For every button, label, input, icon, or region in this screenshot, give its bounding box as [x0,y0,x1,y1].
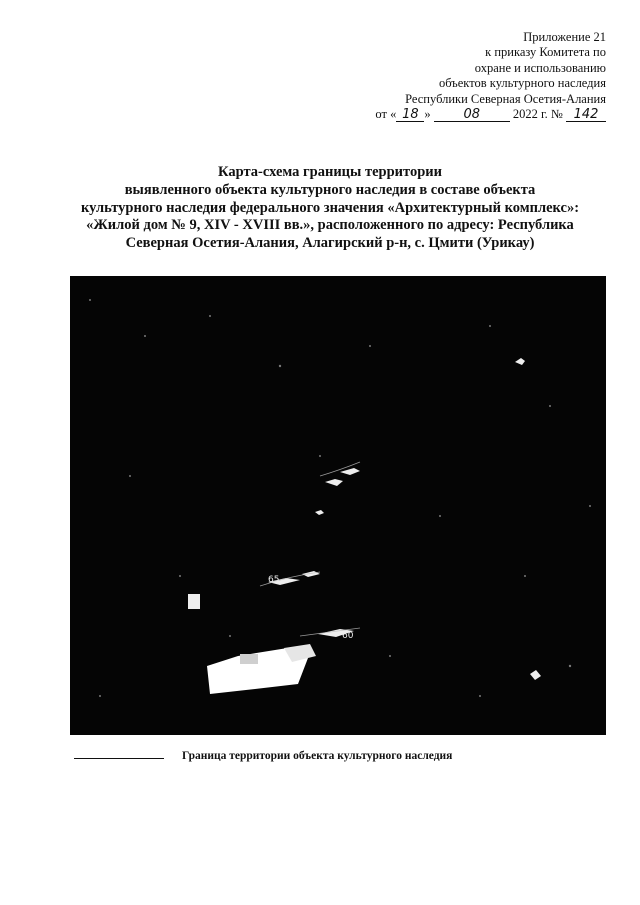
order-month: 08 [434,108,510,122]
order-day: 18 [396,108,424,122]
title-line: «Жилой дом № 9, XIV - XVIII вв.», расположенного по адресу: Республика [86,217,574,234]
order-year: 2022 г. № [512,107,563,122]
appendix-line: Республики Северная Осетия-Алания [405,91,606,106]
satellite-map [70,276,606,735]
appendix-line: охране и использованию [474,60,606,75]
appendix-block [306,30,606,122]
title-line: выявленного объекта культурного наследия в составе объекта [124,181,536,198]
appendix-line: объектов культурного наследия [439,76,606,91]
title-line: культурного наследия федерального значения «Архитектурный комплекс»: [80,199,580,216]
legend-label: Граница территории объекта культурного наследия [182,750,453,762]
map-label-60: 60 [342,631,354,641]
date-mid: » [424,107,431,122]
boundary-line-symbol [74,758,164,759]
order-date-line [306,107,606,122]
map-image [70,276,606,735]
map-label-65: 65 [268,575,280,585]
document-title [60,164,600,253]
title-line: Северная Осетия-Алания, Алагирский р-н, с. Цмити (Урикау) [125,235,535,252]
map-legend [74,752,594,770]
title-line: Карта-схема границы территории [218,164,442,180]
date-prefix: от « [375,107,397,122]
appendix-line: к приказу Комитета по [485,45,606,60]
order-number: 142 [566,108,606,122]
appendix-line: Приложение 21 [523,30,606,44]
